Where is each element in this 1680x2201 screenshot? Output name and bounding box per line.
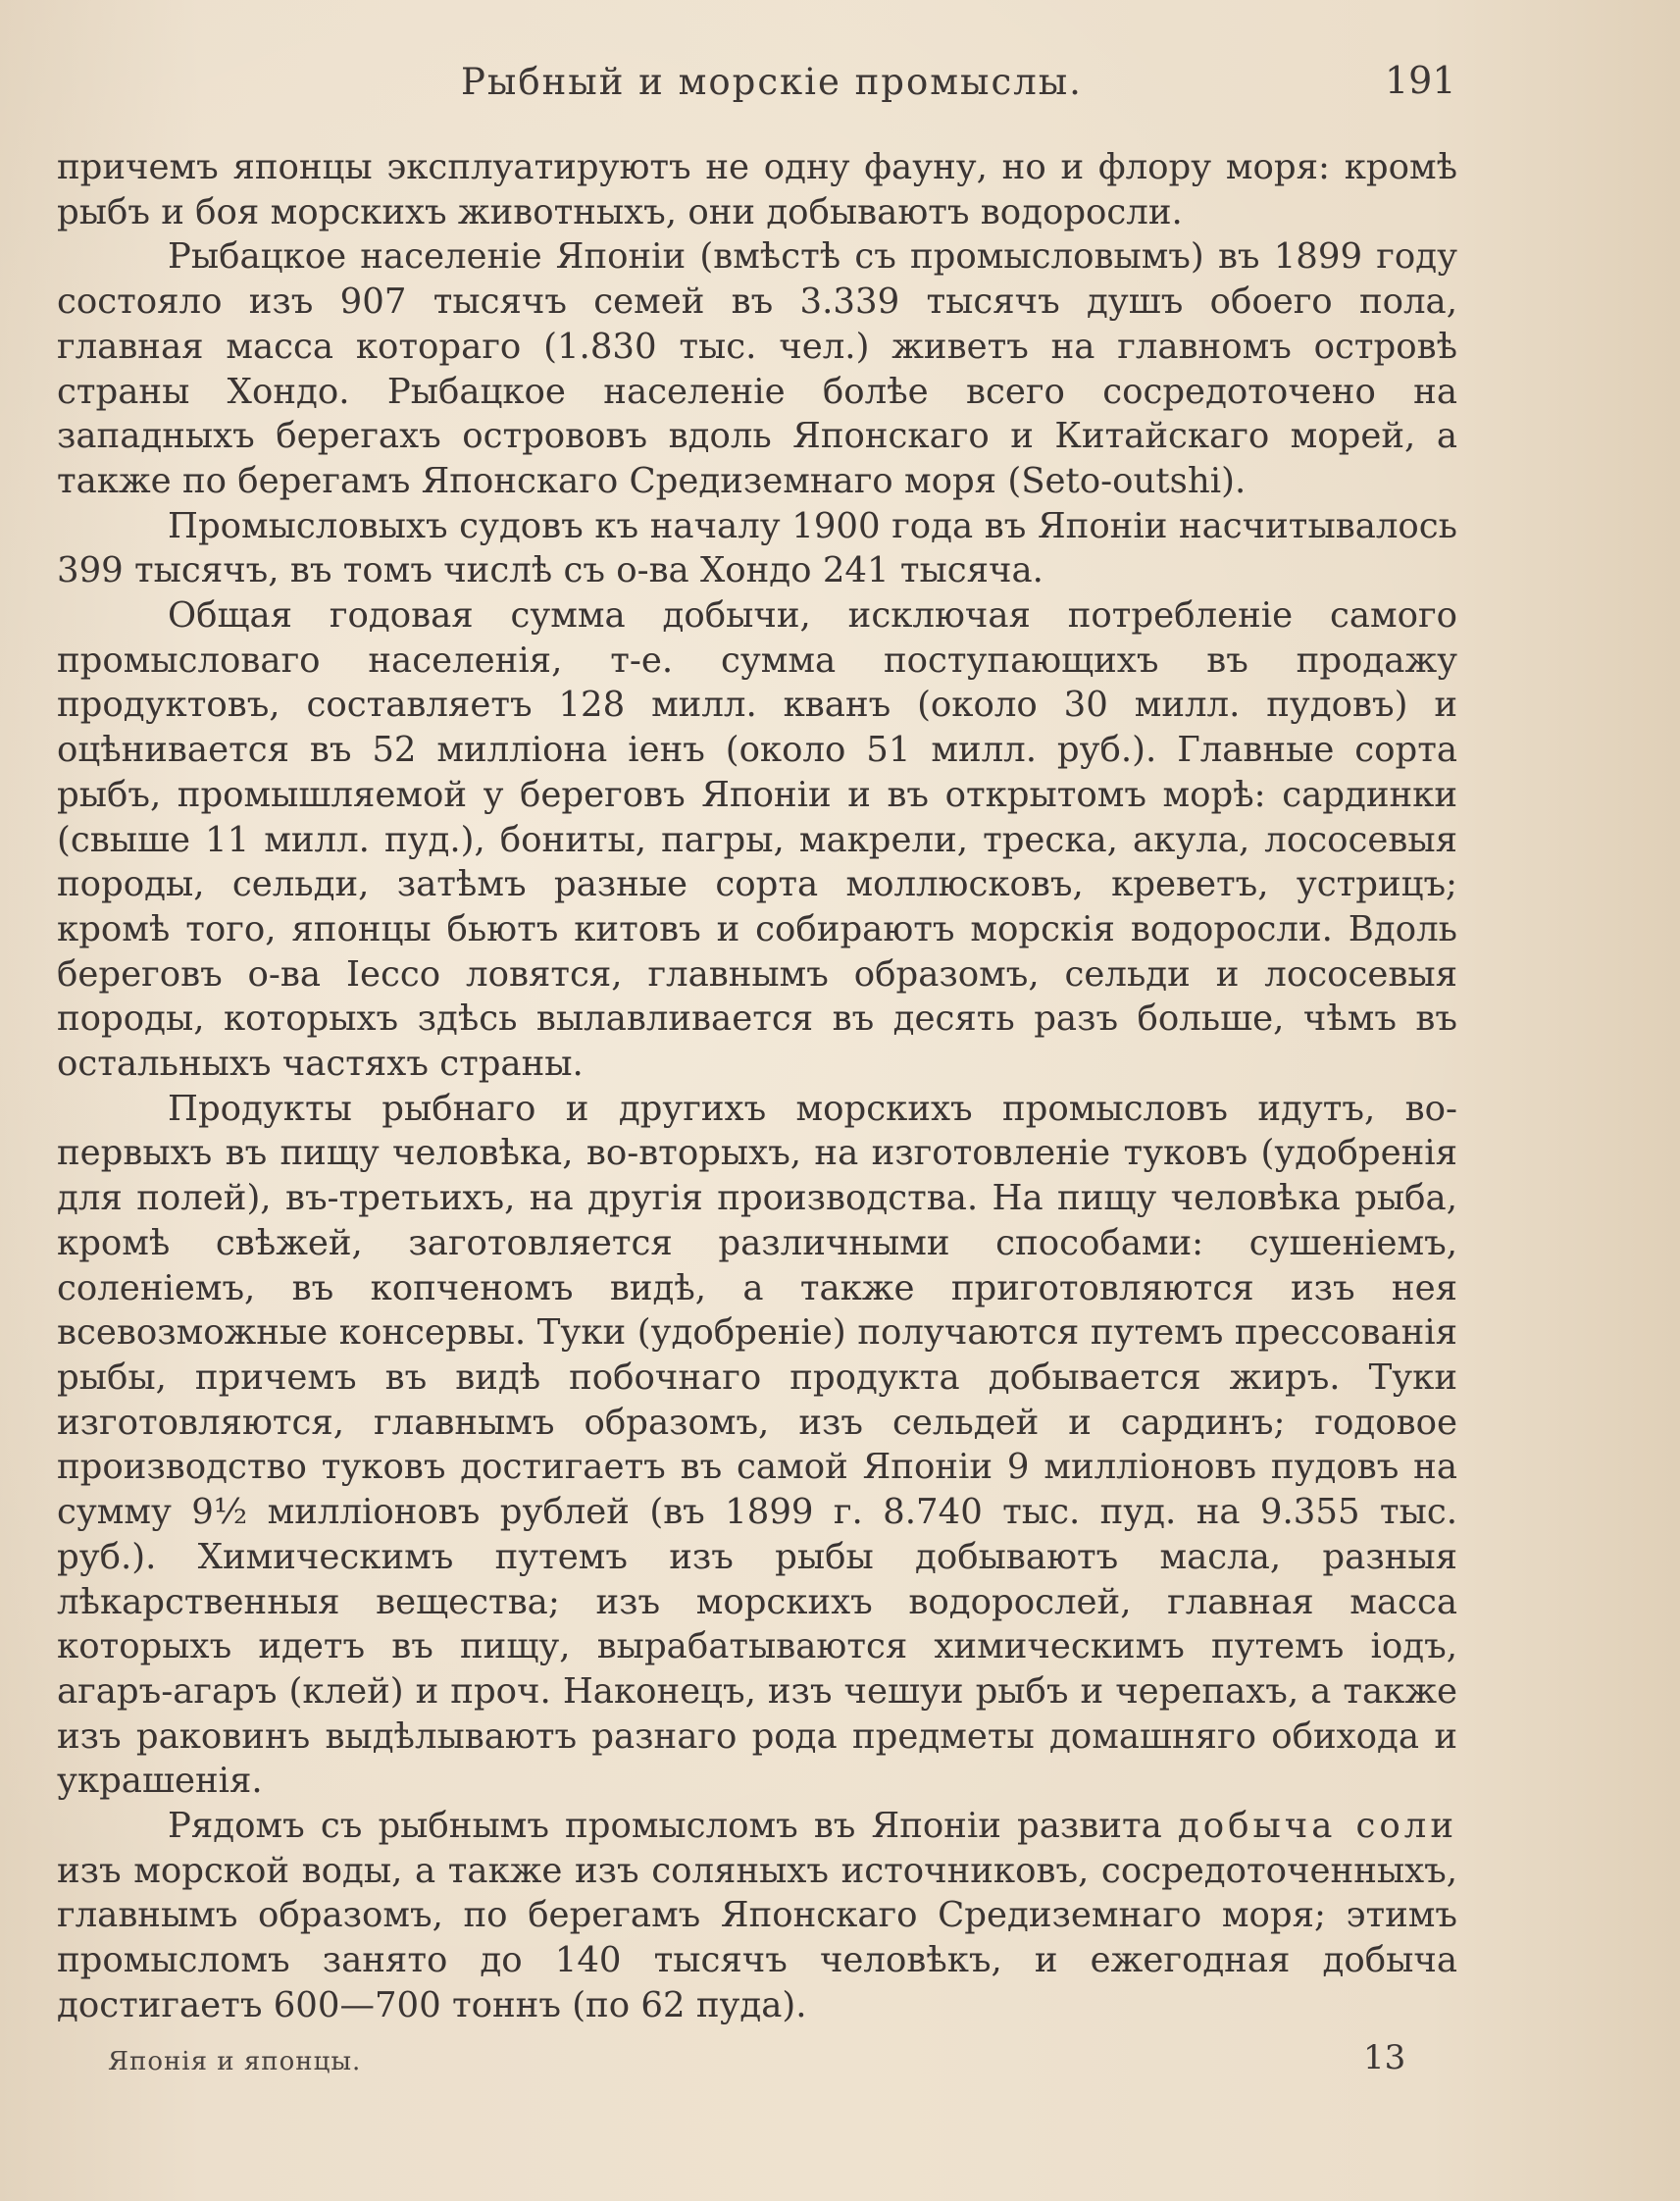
footer-book-title: Японія и японцы. (108, 2047, 362, 2076)
paragraph-5: Продукты рыбнаго и другихъ морскихъ промысловъ идутъ, во-первыхъ въ пищу человѣка, во-вторыхъ, на изготовленіе туковъ (удобренія для полей), въ-третьихъ, на другія производства. На пищу человѣка рыба, кромѣ свѣжей, заготовляется различными способами: сушеніемъ, соленіемъ, въ копченомъ видѣ, а также приготовляются изъ нея всевозможные консервы. Туки (удобреніе) получаются путемъ прессованія рыбы, причемъ въ видѣ побочнаго продукта добывается жиръ. Туки изготовляются, главнымъ образомъ, изъ сельдей и сардинъ; годовое производство туковъ достигаетъ въ самой Японіи 9 милліоновъ пудовъ на сумму 9½ милліоновъ рублей (въ 1899 г. 8.740 тыс. пуд. на 9.355 тыс. руб.). Химическимъ путемъ изъ рыбы добываютъ масла, разныя лѣкарственныя вещества; изъ морскихъ водорослей, главная масса которыхъ идетъ въ пищу, вырабатываются химическимъ путемъ іодъ, агаръ-агаръ (клей) и проч. Наконецъ, изъ чешуи рыбъ и черепахъ, а также изъ раковинъ выдѣлываютъ разнаго рода предметы домашняго обихода и украшенія. (57, 1088, 1457, 1802)
paragraph-6-start: Рядомъ съ рыбнымъ промысломъ въ Японіи развита (168, 1806, 1178, 1847)
paragraph-6 (57, 1804, 1457, 2028)
paragraph-3: Промысловыхъ судовъ къ началу 1900 года въ Японіи насчитывалось 399 тысячъ, въ томъ числѣ съ о-ва Хондо 241 тысяча. (57, 505, 1457, 591)
page-number: 191 (1385, 59, 1456, 102)
running-header: Рыбный и морскіе промыслы. (461, 61, 1083, 103)
paragraph-4: Общая годовая сумма добычи, исключая потребленіе самого промысловаго населенія, т-е. сумма поступающихъ въ продажу продуктовъ, составляетъ 128 милл. кванъ (около 30 милл. пудовъ) и оцѣнивается въ 52 милліона іенъ (около 51 милл. руб.). Главные сорта рыбъ, промышляемой у береговъ Японіи и въ открытомъ морѣ: сардинки (свыше 11 милл. пуд.), бониты, пагры, макрели, треска, акула, лососевыя породы, сельди, затѣмъ разные сорта моллюсковъ, креветъ, устрицъ; кромѣ того, японцы бьютъ китовъ и собираютъ морскія водоросли. Вдоль береговъ о-ва Іессо ловятся, главнымъ образомъ, сельди и лососевыя породы, которыхъ здѣсь вылавливается въ десять разъ больше, чѣмъ въ остальныхъ частяхъ страны. (57, 595, 1457, 1085)
emphasized-phrase: добыча соли (1177, 1806, 1457, 1847)
signature-mark: 13 (1363, 2038, 1406, 2077)
body-text (57, 145, 1457, 2028)
paragraph-1: причемъ японцы эксплуатируютъ не одну фауну, но и флору моря: кромѣ рыбъ и боя морскихъ животныхъ, они добываютъ водоросли. (57, 147, 1457, 232)
paragraph-2: Рыбацкое населеніе Японіи (вмѣстѣ съ промысловымъ) въ 1899 году состояло изъ 907 тысячъ семей въ 3.339 тысячъ душъ обоего пола, главная масса котораго (1.830 тыс. чел.) живетъ на главномъ островѣ страны Хондо. Рыбацкое населеніе болѣе всего сосредоточено на западныхъ берегахъ острововъ вдоль Японскаго и Китайскаго морей, а также по берегамъ Японскаго Средиземнаго моря (Seto-outshi). (57, 236, 1457, 501)
paragraph-6-end: изъ морской воды, а также изъ соляныхъ источниковъ, сосредоточенныхъ, главнымъ образомъ, по берегамъ Японскаго Средиземнаго моря; этимъ промысломъ занято до 140 тысячъ человѣкъ, и ежегодная добыча достигаетъ 600—700 тоннъ (по 62 пуда). (57, 1850, 1457, 2025)
